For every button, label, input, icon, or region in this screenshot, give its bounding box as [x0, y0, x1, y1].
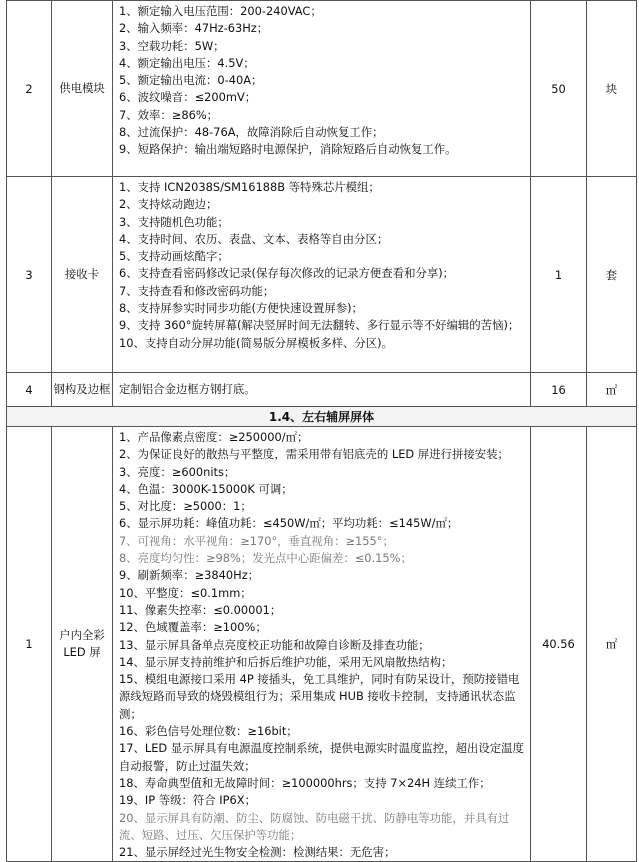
- spec-line: 3、支持随机色功能；: [119, 214, 229, 229]
- quantity: 40.56: [531, 427, 587, 862]
- spec-line: 2、输入频率：47Hz-63Hz；: [119, 21, 269, 36]
- spec-line: 1、额定输入电压范围：200-240VAC；: [119, 4, 322, 18]
- table-row: [7, 1, 637, 177]
- spec-line: 8、过流保护：48-76A，故障消除后自动恢复工作；: [119, 125, 384, 140]
- section-row: [7, 407, 637, 427]
- spec-line: 6、波纹噪音：≤200mV；: [119, 90, 257, 105]
- unit: 套: [587, 177, 637, 373]
- spec-line: 7、可视角：水平视角：≥170°，垂直视角：≥155°；: [119, 533, 394, 548]
- spec-line: 6、支持查看密码修改记录(保存每次修改的记录方便查看和分享)；: [119, 266, 455, 281]
- row-number: 4: [7, 373, 52, 407]
- quantity: 50: [531, 1, 587, 177]
- row-number: 1: [7, 427, 52, 862]
- spec-line: 8、支持屏参实时同步功能(方便快速设置屏参)；: [119, 301, 363, 316]
- spec-line: 2、为保证良好的散热与平整度，需采用带有铝底壳的 LED 屏进行拼接安装；: [119, 447, 509, 462]
- spec-line: 10、支持自动分屏功能(简易版分屏模板多样、分区)。: [119, 335, 393, 350]
- spec-line: 4、额定输出电压：4.5V；: [119, 55, 255, 70]
- spec-line: 7、效率：≥86%；: [119, 107, 219, 122]
- row-number: 2: [7, 1, 52, 177]
- unit: ㎡: [587, 373, 637, 407]
- spec-line: 10、平整度：≤0.1mm；: [119, 585, 252, 600]
- table-row: [7, 177, 637, 373]
- table-row: [7, 373, 637, 407]
- spec-line: 16、彩色信号处理位数：≥16bit；: [119, 724, 298, 739]
- spec-line: 9、短路保护：输出端短路时电源保护，消除短路后自动恢复工作。: [119, 142, 457, 157]
- spec-line: 3、亮度：≥600nits；: [119, 464, 236, 479]
- spec-line: 4、色温：3000K-15000K 可调；: [119, 481, 293, 496]
- quantity: 16: [531, 373, 587, 407]
- spec-line: 15、模组电源接口采用 4P 接插头，免工具维护，同时有防呆设计，预防接错电源线短路而导致的烧毁模组行为；采用集成 HUB 接收卡控制，支持通讯状态监测；: [119, 672, 520, 721]
- row-number: 3: [7, 177, 52, 373]
- spec-line: 定制铝合金边框方钢打底。: [119, 381, 256, 396]
- spec-line: 18、寿命典型值和无故障时间：≥100000hrs；支持 7×24H 连续工作；: [119, 775, 491, 790]
- item-name: 钢构及边框: [52, 373, 113, 407]
- spec-line: 17、LED 显示屏具有电源温度控制系统，提供电源实时温度监控，超出设定温度自动报警，防止过温失效；: [119, 741, 524, 773]
- spec-line: 5、对比度：≥5000：1；: [119, 499, 252, 514]
- section-title: 1.4、左右辅屏屏体: [7, 407, 637, 427]
- table-row: [7, 427, 637, 862]
- unit: ㎡: [587, 427, 637, 862]
- spec-line: 14、显示屏支持前维护和后拆后维护功能，采用无风扇散热结构；: [119, 654, 453, 669]
- item-spec: [113, 1, 531, 177]
- spec-line: 11、像素失控率：≤0.00001；: [119, 602, 282, 617]
- spec-line: 8、亮度均匀性：≥98%；发光点中心距偏差：≤0.15%；: [119, 551, 412, 566]
- unit: 块: [587, 1, 637, 177]
- spec-table: [6, 0, 637, 862]
- item-spec: [113, 177, 531, 373]
- spec-line: 1、支持 ICN2038S/SM16188B 等特殊芯片模组；: [119, 180, 380, 194]
- spec-line: 5、额定输出电流：0-40A；: [119, 73, 263, 88]
- spec-line: 21、显示屏经过光生物安全检测：检测结果：无危害；: [119, 845, 396, 860]
- spec-line: 9、支持 360°旋转屏幕(解决竖屏时间无法翻转、多行显示等不好编辑的苦恼)；: [119, 318, 520, 333]
- spec-line: 6、显示屏功耗：峰值功耗：≤450W/㎡；平均功耗：≤145W/㎡；: [119, 516, 459, 531]
- spec-line: 13、显示屏具备单点亮度校正功能和故障自诊断及排查功能；: [119, 637, 430, 652]
- item-spec: [113, 373, 531, 407]
- spec-line: 20、显示屏具有防潮、防尘、防腐蚀、防电磁干扰、防静电等功能，并具有过流、短路、过压、欠压保护等功能；: [119, 810, 510, 842]
- quantity: 1: [531, 177, 587, 373]
- spec-line: 1、产品像素点密度：≥250000/㎡；: [119, 430, 309, 444]
- item-name: 户内全彩 LED 屏: [52, 427, 113, 862]
- spec-line: 9、刷新频率：≥3840Hz；: [119, 568, 260, 583]
- spec-line: 5、支持动画炫酷字；: [119, 249, 229, 264]
- spec-line: 12、色域覆盖率：≥100%；: [119, 620, 267, 635]
- spec-line: 3、空载功耗：5W；: [119, 38, 225, 53]
- spec-line: 2、支持炫动跑边；: [119, 197, 218, 212]
- item-name: 接收卡: [52, 177, 113, 373]
- item-name: 供电模块: [52, 1, 113, 177]
- item-spec: [113, 427, 531, 862]
- spec-line: 4、支持时间、农历、表盘、文本、表格等自由分区；: [119, 231, 389, 246]
- spec-line: 19、IP 等级：符合 IP6X；: [119, 793, 256, 808]
- spec-line: 7、支持查看和修改密码功能；: [119, 283, 275, 298]
